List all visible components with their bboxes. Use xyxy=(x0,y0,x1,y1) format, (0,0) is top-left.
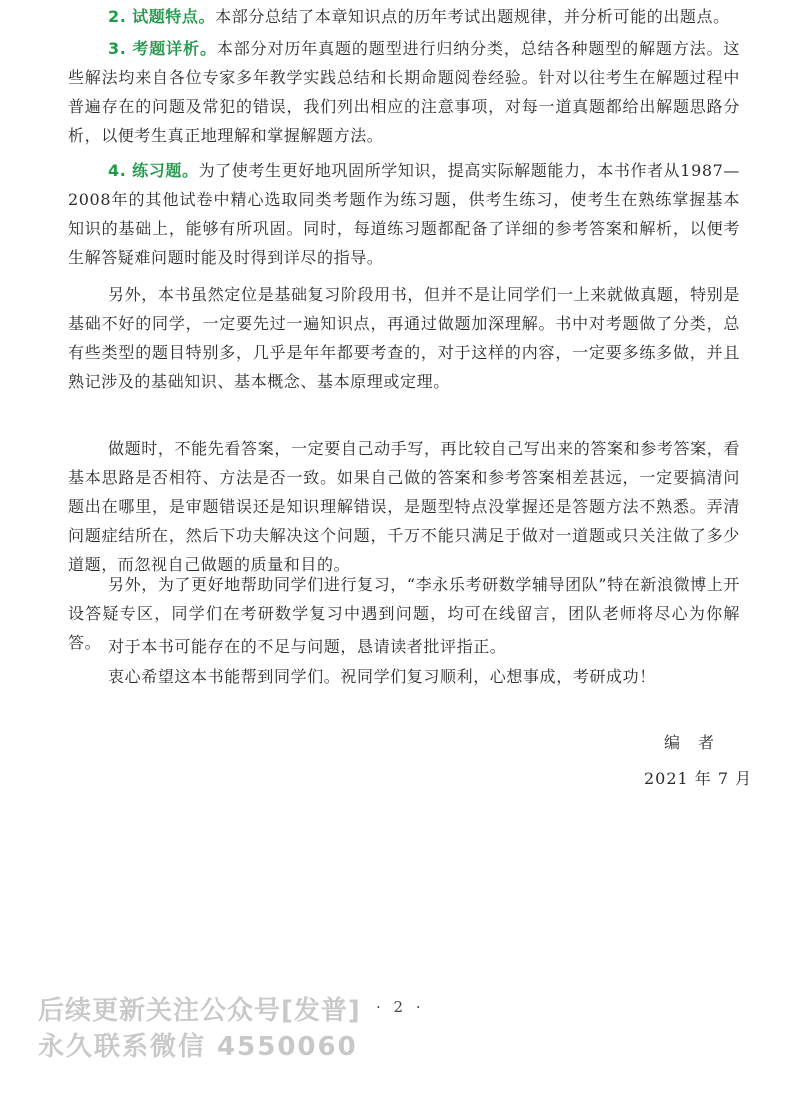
item-2-paragraph xyxy=(68,2,740,31)
signature-date: 2021 年 7 月 xyxy=(644,769,753,788)
page-number: · 2 · xyxy=(376,998,425,1016)
item-4-keyword: 练习题。 xyxy=(132,161,199,180)
author-signature: 编 者 xyxy=(664,733,716,752)
item-2-keyword: 试题特点。 xyxy=(132,7,216,26)
item-3-number: 3. xyxy=(108,39,127,58)
item-3-keyword: 考题详析。 xyxy=(132,39,217,58)
watermark-line-1: 后续更新关注公众号[发普] xyxy=(38,996,361,1026)
item-3-text: 本部分对历年真题的题型进行归纳分类，总结各种题型的解题方法。这些解法均来自各位专家多年教学实践总结和长期命题阅卷经验。针对以往考生在解题过程中普遍存在的问题及常犯的错误，我们列出相应的注意事项，对每一道真题都给出解题思路分析，以便考生真正地理解和掌握解题方法。 xyxy=(68,39,740,145)
body-paragraph-1: 另外，本书虽然定位是基础复习阶段用书，但并不是让同学们一上来就做真题，特别是基础不好的同学，一定要先过一遍知识点，再通过做题加深理解。书中对考题做了分类，总有些类型的题目特别多，几乎是年年都要考查的，对于这样的内容，一定要多练多做，并且熟记涉及的基础知识、基本概念、基本原理或定理。 xyxy=(68,285,740,391)
watermark-line-2: 永久联系微信 4550060 xyxy=(38,1032,358,1062)
item-2-number: 2. xyxy=(108,7,127,26)
body-paragraph-2: 做题时，不能先看答案，一定要自己动手写，再比较自己写出来的答案和参考答案，看基本思路是否相符、方法是否一致。如果自己做的答案和参考答案相差甚远，一定要搞清问题出在哪里，是审题错误还是知识理解错误，是题型特点没掌握还是答题方法不熟悉。弄清问题症结所在，然后下功夫解决这个问题，千万不能只满足于做对一道题或只关注做了多少道题，而忽视自己做题的质量和目的。 xyxy=(68,439,740,574)
item-4-number: 4. xyxy=(108,161,127,180)
item-4-paragraph xyxy=(68,156,740,272)
item-4-text: 为了使考生更好地巩固所学知识，提高实际解题能力，本书作者从1987—2008年的其他试卷中精心选取同类考题作为练习题，供考生练习，使考生在熟练掌握基本知识的基础上，能够有所巩固。同时，每道练习题都配备了详细的参考答案和解析，以便考生解答疑难问题时能及时得到详尽的指导。 xyxy=(68,161,741,267)
body-paragraph-4: 对于本书可能存在的不足与问题，恳请读者批评指正。 xyxy=(108,637,507,656)
body-paragraph-5: 衷心希望这本书能帮到同学们。祝同学们复习顺利，心想事成，考研成功！ xyxy=(108,667,656,686)
item-3-paragraph xyxy=(68,34,740,150)
item-2-text: 本部分总结了本章知识点的历年考试出题规律，并分析可能的出题点。 xyxy=(215,7,730,26)
body-paragraph-3: 另外，为了更好地帮助同学们进行复习，“李永乐考研数学辅导团队”特在新浪微博上开设答疑专区，同学们在考研数学复习中遇到问题，均可在线留言，团队老师将尽心为你解答。 xyxy=(68,575,740,652)
